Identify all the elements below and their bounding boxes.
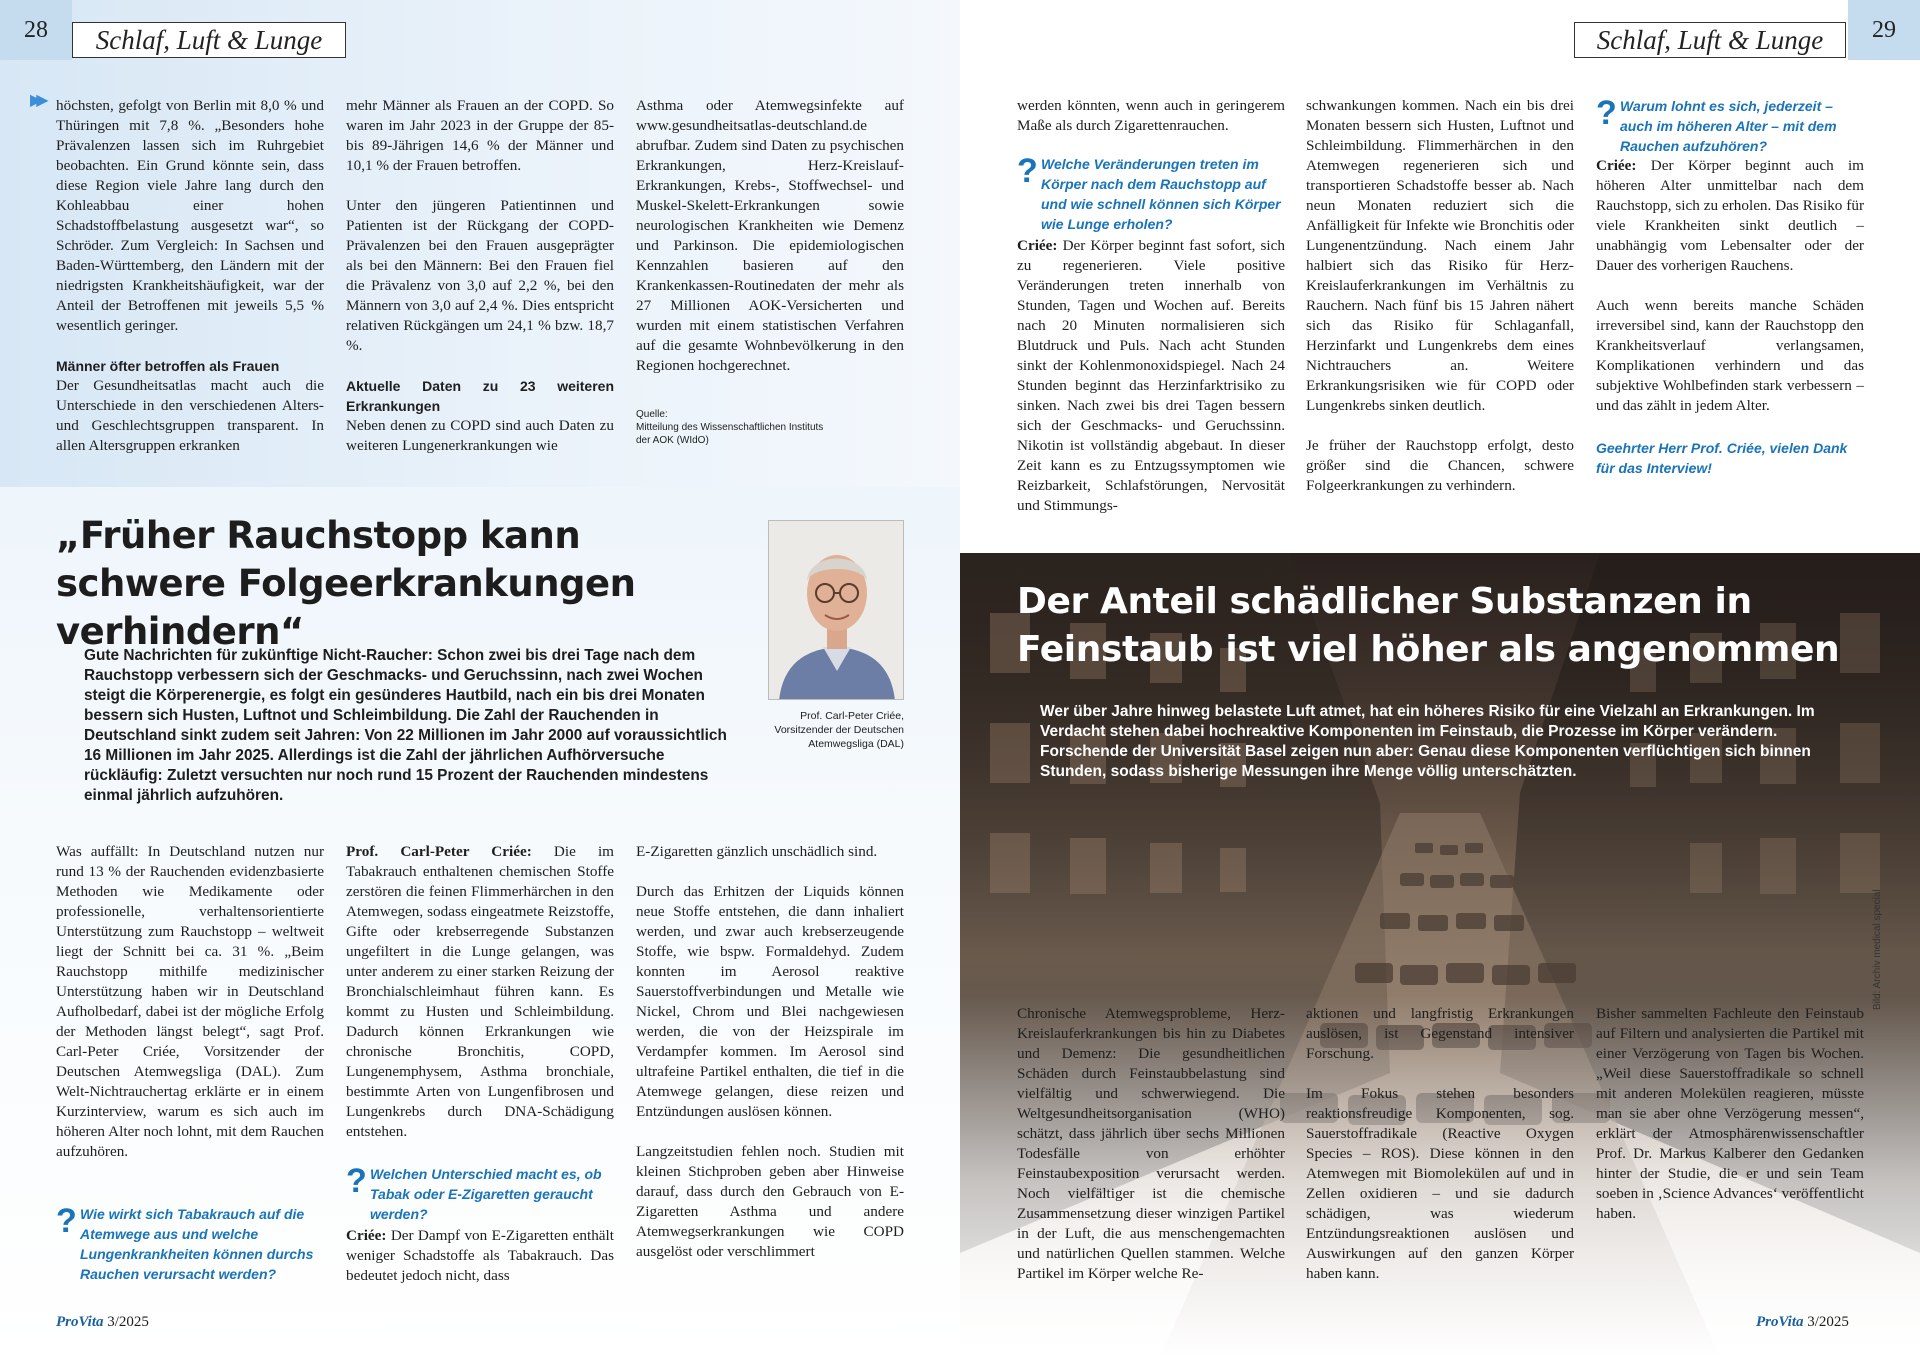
interview-thanks [1596,438,1864,478]
subhead-data: Aktuelle Daten zu 23 weiteren Erkrankungen [346,378,614,414]
speaker-name: Criée: [1596,157,1637,174]
paragraph: Bisher sammelten Fachleute den Feinstaub auf Filtern und analysierten die Partikel mit einer Verzögerung von Tagen bis Wochen. „Weil diese Sauerstoffradikale so schnell mit anderen Molekülen reagieren, müsste man sie aber ohne Verzögerung messen“, erklärt der Atmosphärenwissenschaftler Prof. Dr. Markus Kalberer den Gedanken hinter der Studie, die er und sein Team soeben in ‚Science Advances‘ veröffentlicht haben. [1596,1005,1864,1222]
paragraph: Was auffällt: In Deutschland nutzen nur rund 13 % der Rauchenden evidenzbasierte Methoden wie Medikamente oder professionelle, verhaltensorientierte Unterstützung zum Rauchstopp – weltweit liegt der Schnitt bei ca. 31 %. „Beim Rauchstopp mithilfe medizinischer Unterstützung haben wir in Deutschland Aufholbedarf, dabei ist der mögliche Erfolg der Methoden längst belegt“, sagt Prof. Carl-Peter Criée, Vorsitzender der Deutschen Atemwegsliga (DAL). Zum Welt-Nichtrauchertag erklärte er in einem Kurzinterview, warum es sich auch im höheren Alter noch lohnt, mit dem Rauchen aufzuhören. [56,843,324,1160]
footer-left [56,1314,149,1331]
top-left-column-3 [636,96,904,447]
footer-brand: ProVita [56,1314,104,1330]
speaker-name: Criée: [346,1227,387,1244]
interview-lead: Gute Nachrichten für zukünftige Nicht-Raucher: Schon zwei bis drei Tage nach dem Rauchstopp verbessern sich der Geschmacks- und Geruchssinn, nach zwei Wochen steigt die Körperenergie, es folgt ein gesünderes Hautbild, nach ein bis drei Monaten bessern sich Husten, Luftnot und Schleimbildung. Die Zahl der Rauchenden in Deutschland sinkt zudem seit Jahren: Von 22 Millionen im Jahr 2000 auf voraussichtlich 16 Millionen im Jahr 2025. Allerdings ist die Zahl der jährlichen Aufhörversuche rückläufig: Zuletzt versuchten nur noch rund 15 Prozent der Rauchenden mindestens einmal jährlich aufzuhören. [84,647,727,804]
interview-column-1 [56,842,324,1162]
interview-right-column-3 [1596,156,1864,416]
interview-column-2-answer [346,1226,614,1286]
paragraph: Der Körper beginnt fast sofort, sich zu regenerieren. Viele positive Veränderungen treten innerhalb von Stunden, Tagen und Wochen auf. Bereits nach 20 Minuten normalisieren sich Blutdruck und Puls. Nach acht Stunden sinkt der Kohlenmonoxidspiegel. Nach 24 Stunden beginnt das Herzinfarktrisiko zu sinken. Nach zwei bis drei Tagen bessern sich der Geschmacks- und Geruchssinn. Nikotin ist vollständig abgebaut. In dieser Zeit kann es zu Entzugssymptomen wie Reizbarkeit, Schlafstörungen, Nervosität und Stimmungs- [1017,237,1285,514]
left-section-title: Schlaf, Luft & Lunge [72,22,346,58]
paragraph: Asthma oder Atemwegsinfekte auf www.gesundheitsatlas-deutschland.de abrufbar. Zudem sind Daten zu psychischen Erkrankungen, Herz-Kreislauf-Erkrankungen, Krebs-, Stoffwechsel- und Muskel-Skelett-Erkrankungen sowie neurologischen Krankheiten wie Demenz und Parkinson. Die epidemiologischen Kennzahlen basieren auf den Krankenkassen-Routinedaten der mehr als 27 Millionen AOK-Versicherten und wurden mit einem statistischen Verfahren auf die gesamte Wohnbevölkerung in den Regionen hochgerechnet. [636,97,904,374]
thanks-text: Geehrter Herr Prof. Criée, vielen Dank für das Interview! [1596,440,1848,476]
feinstaub-column-1 [1017,1004,1285,1284]
question-text: Welchen Unterschied macht es, ob Tabak oder E-Zigaretten geraucht werden? [370,1166,602,1222]
paragraph: schwankungen kommen. Nach ein bis drei Monaten bessern sich Husten, Luftnot und Schleimbildung. Flimmerhärchen in den Atemwegen regenerieren sich und transportieren Schadstoffe besser ab. Nach neun Monaten reduziert sich die Anfälligkeit für Infekte wie Bronchitis oder Lungenentzündung. Nach einem Jahr halbiert sich das Risiko für Herz-Kreislauferkrankungen im Verhältnis zu Rauchern. Nach fünf bis 15 Jahren nähert sich das Risiko für Schlaganfall, Herzinfarkt und Lungenkrebs dem eines Nichtrauchers an. Weitere Erkrankungsrisiken wie für COPD oder Lungenkrebs sinken deutlich. [1306,97,1574,414]
source-text: Mitteilung des Wissenschaftlichen Instituts der AOK (WIdO) [636,422,824,446]
feinstaub-headline: Der Anteil schädlicher Substanzen in Feinstaub ist viel höher als angenommen [1017,581,1840,670]
speaker-name: Criée: [1017,237,1058,254]
question-text: Welche Veränderungen treten im Körper nach dem Rauchstopp auf und wie schnell können sich Körper wie Lunge erholen? [1041,156,1281,232]
question-1 [56,1204,326,1284]
question-mark-icon: ? [1596,94,1617,132]
question-2 [346,1164,614,1224]
footer-issue: 3/2025 [1807,1314,1849,1330]
portrait-illustration [769,521,904,700]
footer-right [1756,1314,1849,1331]
photo-credit: Bild: Archiv medical special [1872,889,1883,1010]
paragraph: Der Dampf von E-Zigaretten enthält weniger Schadstoffe als Tabakrauch. Das bedeutet jedoch nicht, dass [346,1227,614,1284]
paragraph: Je früher der Rauchstopp erfolgt, desto größer sind die Chancen, schwere Folgeerkrankungen zu verhindern. [1306,437,1574,494]
portrait-photo [768,520,904,700]
feinstaub-column-2 [1306,1004,1574,1284]
right-page-number: 29 [1848,0,1920,60]
question-text: Warum lohnt es sich, jederzeit – auch im höheren Alter – mit dem Rauchen aufzuhören? [1620,98,1837,154]
paragraph: aktionen und langfristig Erkrankungen auslösen, ist Gegenstand intensiver Forschung. [1306,1005,1574,1062]
feinstaub-lead: Wer über Jahre hinweg belastete Luft atmet, hat ein höheres Risiko für eine Vielzahl an Erkrankungen. Im Verdacht stehen dabei hochreaktive Komponenten im Feinstaub, die Prozesse im Körper verändern. Forschende der Universität Basel zeigen nun aber: Genau diese Komponenten verflüchtigen sich binnen Stunden, sodass bisherige Messungen ihre Menge völlig unterschätzten. [1040,703,1815,780]
question-mark-icon: ? [1017,152,1038,190]
left-page-number: 28 [0,0,72,60]
feinstaub-column-3 [1596,1004,1864,1224]
interview-column-3 [636,842,904,1262]
interview-right-column-2 [1306,96,1574,496]
paragraph: Neben denen zu COPD sind auch Daten zu weiteren Lungenerkrankungen wie [346,417,614,454]
source-label: Quelle: [636,409,668,420]
interview-headline: „Früher Rauchstopp kann schwere Folgeerkrankungen verhindern“ [56,514,636,653]
paragraph: E-Zigaretten gänzlich unschädlich sind. [636,843,878,860]
interview-right-column-1 [1017,96,1285,136]
paragraph: Der Körper beginnt auch im höheren Alter unmittelbar nach dem Rauchstopp, sich zu erholen. Das Risiko für viele Krankheiten sinkt deutlich – unabhängig vom Lebensalter oder der Dauer des vorherigen Rauchens. [1596,157,1864,274]
paragraph: Chronische Atemwegsprobleme, Herz-Kreislauferkrankungen bis hin zu Diabetes und Demenz: Die gesundheitlichen Schäden durch Feinstaubbelastung sind vielfältig und schwerwiegend. Die Weltgesundheitsorganisation (WHO) schätzt, dass jährlich über sechs Millionen Todesfälle von erhöhter Feinstaubexposition verursacht werden. Noch vielfältiger ist die chemische Zusammensetzung dieser winzigen Partikel in der Luft, die aus menschengemachten und natürlichen Quellen stammen. Welche Partikel im Körper welche Re- [1017,1005,1285,1282]
footer-brand: ProVita [1756,1314,1804,1330]
paragraph: Durch das Erhitzen der Liquids können neue Stoffe entstehen, die dann inhaliert werden, und zwar auch krebserzeugende Stoffe, wie bspw. Formaldehyd. Zudem konnten im Aerosol reaktive Sauerstoffverbindungen und Metalle wie Nickel, Chrom und Blei nachgewiesen werden, die von der Heizspirale im Verdampfer kommen. Im Aerosol sind ultrafeine Partikel enthalten, die tief in die Atemwege gelangen, diese reizen und Entzündungen auslösen können. [636,883,904,1120]
paragraph: Langzeitstudien fehlen noch. Studien mit kleinen Stichproben geben aber Hinweise darauf, dass durch den Gebrauch von E-Zigaretten Asthma und andere Atemwegserkrankungen wie COPD ausgelöst oder verschlimmert [636,1143,904,1260]
footer-issue: 3/2025 [107,1314,149,1330]
paragraph: höchsten, gefolgt von Berlin mit 8,0 % und Thüringen mit 7,8 %. „Besonders hohe Prävalenzen lassen sich im Ruhrgebiet beobachten. Ein Grund könnte sein, dass diese Region viele Jahre lang durch den Kohleabbau einer hohen Schadstoffbelastung ausgesetzt war“, so Schröder. Zum Vergleich: In Sachsen und Baden-Württemberg, den Ländern mit der niedrigsten Krankheitshäufigkeit, war der Anteil der Betroffenen mit jeweils 5,5 % wesentlich geringer. [56,97,324,334]
subhead-men: Männer öfter betroffen als Frauen [56,358,280,374]
question-text: Wie wirkt sich Tabakrauch auf die Atemwege aus und welche Lungenkrankheiten können durchs Rauchen verursacht werden? [80,1206,314,1282]
right-section-title: Schlaf, Luft & Lunge [1574,22,1846,58]
paragraph: Der Gesundheitsatlas macht auch die Unterschiede in den verschiedenen Alters- und Geschlechtsgruppen transparent. In allen Altersgruppen erkranken [56,377,324,454]
paragraph: werden könnten, wenn auch in geringerem Maße als durch Zigarettenrauchen. [1017,97,1285,134]
interview-right-column-1-answer [1017,236,1285,516]
paragraph: Die im Tabakrauch enthaltenen chemischen Stoffe zerstören die feinen Flimmerhärchen in den Atemwegen, sodass eingeatmete Reizstoffe, Gifte oder krebserregende Substanzen ungefiltert in die Lunge gelangen, was unter anderem zu einer starken Reizung der Bronchialschleimhaut führen kann. Es kommt zu Husten und Schleimbildung. Dadurch können Erkrankungen wie chronische Bronchitis, COPD, Lungenemphysem, Asthma bronchiale, bestimmte Arten von Lungenfibrosen und Lungenkrebs durch DNA-Schädigung entstehen. [346,843,614,1140]
paragraph: Unter den jüngeren Patientinnen und Patienten ist der Rückgang der COPD-Prävalenzen bei den Frauen ausgeprägter als bei den Männern: Bei den Frauen fiel die Prävalenz von 3,0 auf 2,2 %, bei den Männern von 3,0 auf 2,4 %. Dies entspricht relativen Rückgängen um 24,1 % bzw. 18,7 %. [346,197,614,354]
top-left-column-1 [56,96,324,456]
question-4 [1596,96,1864,156]
paragraph: mehr Männer als Frauen an der COPD. So waren im Jahr 2023 in der Gruppe der 85- bis 89-Jährigen 14,6 % der Männer und 10,1 % der Frauen betroffen. [346,97,614,174]
question-3 [1017,154,1285,234]
question-mark-icon: ? [56,1202,77,1240]
interview-column-2 [346,842,614,1142]
paragraph: Auch wenn bereits manche Schäden irreversibel sind, kann der Rauchstopp den Krankheitsverlauf verlangsamen, Komplikationen verhindern und das subjektive Wohlbefinden stark verbessern – und das zählt in jedem Alter. [1596,297,1864,414]
portrait-caption: Prof. Carl-Peter Criée, Vorsitzender der Deutschen Atemwegsliga (DAL) [774,710,904,750]
speaker-name: Prof. Carl-Peter Criée: [346,843,532,860]
paragraph: Im Fokus stehen besonders reaktionsfreudige Komponenten, sog. Sauerstoffradikale (Reactive Oxygen Species – ROS). Diese können in den Atemwegen mit Biomolekülen auf und in Zellen oxidieren – und sie dadurch schädigen, was wiederum Entzündungsreaktionen auslösen und Auswirkungen auf den ganzen Körper haben kann. [1306,1085,1574,1282]
question-mark-icon: ? [346,1162,367,1200]
top-left-column-2 [346,96,614,456]
continuation-arrow-icon: ▶▶ [30,90,43,109]
